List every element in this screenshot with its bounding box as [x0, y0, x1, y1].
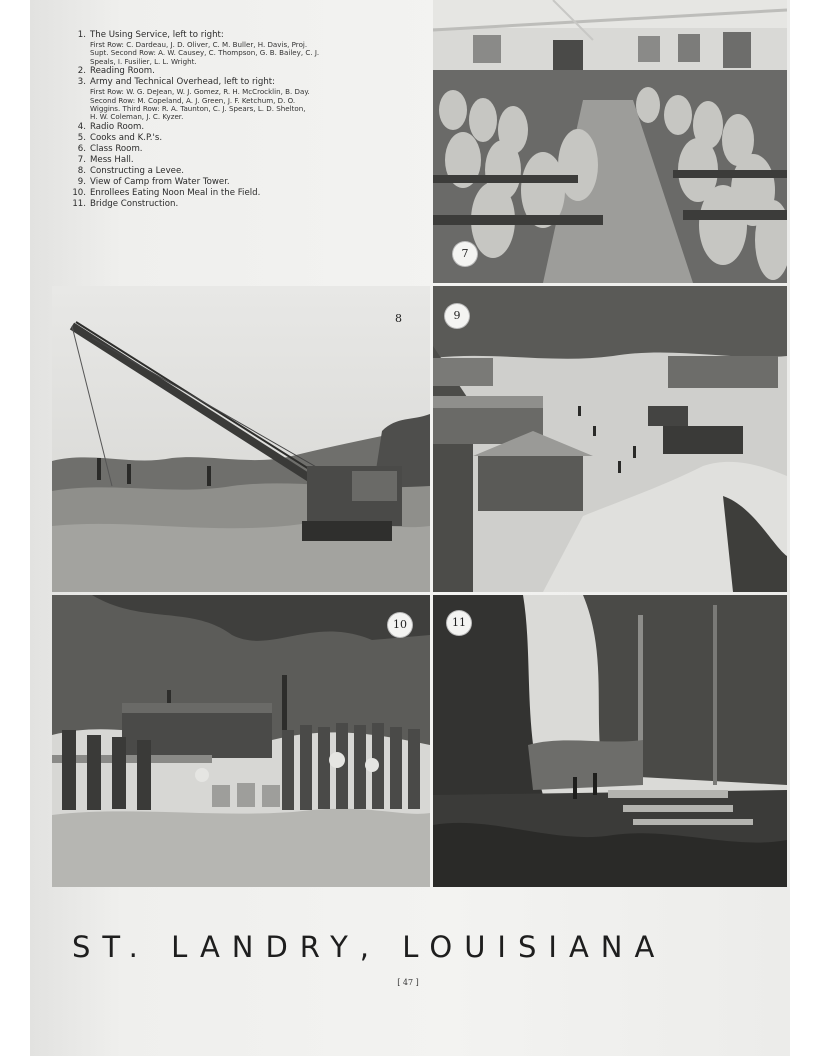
photo-number-label: 8 [395, 312, 402, 325]
caption-body [90, 177, 425, 188]
photo-constructing-levee [52, 286, 430, 592]
caption-number: 1. [77, 30, 86, 40]
caption-item [72, 77, 425, 122]
caption-item [72, 30, 425, 66]
caption-title: Class Room. [90, 143, 143, 154]
caption-body [90, 166, 425, 177]
caption-item [72, 144, 425, 155]
photo-noon-meal [52, 595, 430, 887]
caption-item [72, 188, 425, 199]
caption-title: Army and Technical Overhead, left to right: [90, 77, 276, 88]
caption-body [90, 199, 425, 210]
caption-number: 11. [72, 198, 86, 209]
caption-title: Constructing a Levee. [90, 165, 184, 176]
photo-number-badge: 7 [453, 242, 477, 266]
caption-number: 4. [77, 121, 86, 132]
caption-number: 3. [77, 77, 86, 88]
caption-number: 8. [77, 165, 86, 176]
caption-item [72, 199, 425, 210]
levee-image [52, 286, 430, 592]
caption-title: Mess Hall. [90, 154, 134, 165]
caption-body [90, 30, 425, 66]
caption-body [90, 133, 425, 144]
noon-meal-image [52, 595, 430, 887]
caption-number: 10. [72, 187, 86, 198]
caption-title: The Using Service, left to right: [90, 30, 224, 40]
caption-body [90, 188, 425, 199]
caption-item [72, 122, 425, 133]
caption-detail-line: Speals, I. Fusilier, L. L. Wright. [90, 56, 197, 66]
caption-item [72, 133, 425, 144]
caption-title: Cooks and K.P.'s. [90, 132, 163, 143]
caption-item [72, 166, 425, 177]
caption-body [90, 122, 425, 133]
photo-camp-view [433, 286, 787, 592]
page-number: [ 47 ] [397, 978, 419, 987]
photo-captions [70, 30, 425, 210]
caption-number: 9. [77, 176, 86, 187]
caption-detail-line: Wiggins. Third Row: R. A. Taunton, C. J. Spears, L. D. Shelton, [90, 104, 306, 114]
page-title: ST. LANDRY, LOUISIANA [72, 930, 667, 964]
caption-body [90, 155, 425, 166]
caption-number: 2. [77, 66, 86, 77]
caption-list [70, 30, 425, 210]
caption-title: Radio Room. [90, 121, 145, 132]
caption-detail-line: First Row: W. G. DeJean, W. J. Gomez, R. H. McCrocklin, B. Day. [90, 87, 310, 97]
caption-item [72, 177, 425, 188]
caption-detail-line: First Row: C. Dardeau, J. D. Oliver, C. M. Buller, H. Davis, Proj. [90, 40, 308, 49]
caption-title: Reading Room. [90, 66, 155, 77]
caption-item [72, 66, 425, 77]
caption-detail-line: H. W. Coleman, J. C. Kyzer. [90, 112, 184, 122]
caption-number: 7. [77, 154, 86, 165]
camp-view-image [433, 286, 787, 592]
caption-detail-line: Supt. Second Row: A. W. Causey, C. Thompson, G. B. Bailey, C. J. [90, 48, 320, 58]
photo-number-badge: 11 [447, 611, 471, 635]
mess-hall-image [433, 0, 787, 283]
photo-mess-hall [433, 0, 787, 283]
caption-title: Bridge Construction. [90, 198, 179, 209]
caption-body [90, 144, 425, 155]
bridge-construction-image [433, 595, 787, 887]
caption-title: Enrollees Eating Noon Meal in the Field. [90, 187, 261, 198]
photo-number-badge: 10 [388, 613, 412, 637]
caption-number: 5. [77, 132, 86, 143]
caption-item [72, 155, 425, 166]
caption-body [90, 66, 425, 77]
caption-body [90, 77, 425, 122]
caption-title: View of Camp from Water Tower. [90, 176, 230, 187]
photo-bridge-construction [433, 595, 787, 887]
caption-number: 6. [77, 143, 86, 154]
caption-detail-line: Second Row: M. Copeland, A. J. Green, J. F. Ketchum, D. O. [90, 95, 296, 105]
photo-number-badge: 9 [445, 304, 469, 328]
